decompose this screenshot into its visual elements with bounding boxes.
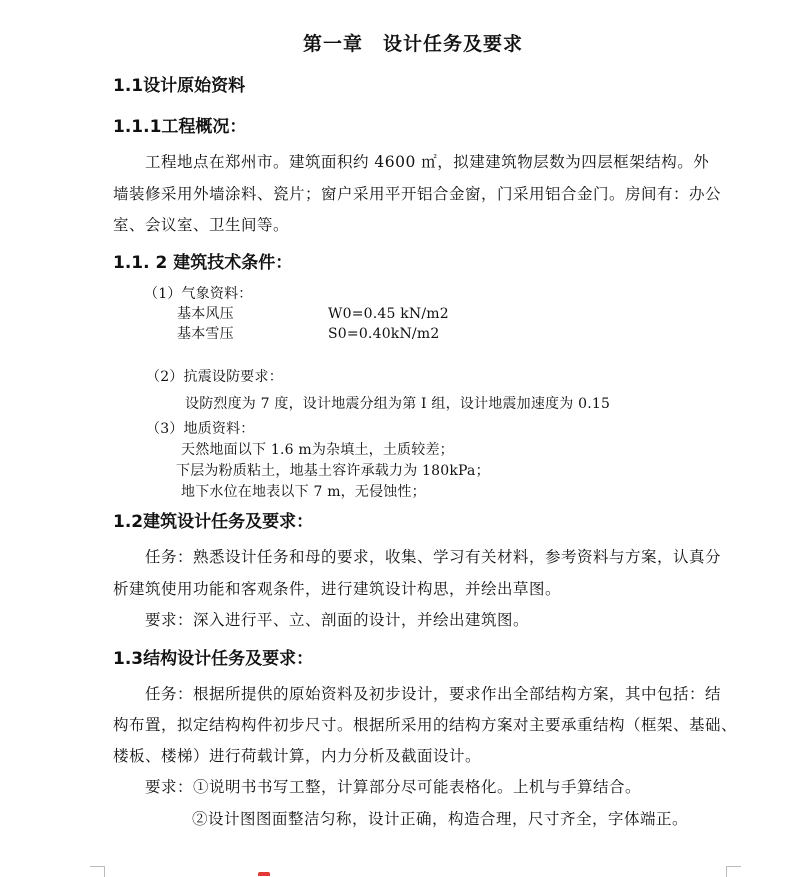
arch-task-line-1: 任务：熟悉设计任务和母的要求，收集、学习有关材料，参考资料与方案，认真分 bbox=[145, 548, 722, 566]
snow-pressure-value: S0=0.40kN/m2 bbox=[328, 326, 440, 342]
wind-pressure-label: 基本风压 bbox=[177, 306, 234, 322]
geology-line-3: 地下水位在地表以下 7 m，无侵蚀性； bbox=[181, 484, 426, 500]
overview-line-2: 墙装修采用外墙涂料、瓷片；窗户采用平开铝合金窗，门采用铝合金门。房间有：办公 bbox=[113, 185, 722, 203]
weather-label: （1）气象资料： bbox=[144, 286, 253, 302]
struct-task-line-1: 任务：根据所提供的原始资料及初步设计，要求作出全部结构方案，其中包括：结 bbox=[145, 685, 722, 703]
section-1-2-heading: 1.2建筑设计任务及要求： bbox=[113, 512, 314, 532]
overview-line-3: 室、会议室、卫生间等。 bbox=[113, 216, 290, 234]
seismic-label: （2）抗震设防要求： bbox=[146, 369, 283, 385]
red-marker bbox=[258, 872, 270, 876]
section-1-1-heading: 1.1设计原始资料 bbox=[113, 76, 246, 96]
page-corner-mark-left bbox=[90, 866, 105, 877]
struct-task-line-2: 构布置，拟定结构构件初步尺寸。根据所采用的结构方案对主要承重结构（框架、基础、 bbox=[113, 716, 738, 734]
geology-line-2: 下层为粉质粘土，地基土容许承载力为 180kPa； bbox=[176, 463, 490, 479]
arch-task-line-2: 析建筑使用功能和客观条件，进行建筑设计构思，并绘出草图。 bbox=[113, 580, 562, 598]
section-1-1-2-heading: 1.1. 2 建筑技术条件： bbox=[113, 253, 293, 273]
section-1-1-1-heading: 1.1.1工程概况： bbox=[113, 117, 247, 137]
struct-requirement-1: 要求：①说明书书写工整，计算部分尽可能表格化。上机与手算结合。 bbox=[145, 778, 642, 796]
arch-requirement: 要求：深入进行平、立、剖面的设计，并绘出建筑图。 bbox=[145, 611, 530, 629]
struct-task-line-3: 楼板、楼梯）进行荷载计算，内力分析及截面设计。 bbox=[113, 747, 482, 765]
section-1-3-heading: 1.3结构设计任务及要求： bbox=[113, 649, 314, 669]
page-corner-mark-right bbox=[726, 866, 741, 877]
wind-pressure-value: W0=0.45 kN/m2 bbox=[328, 306, 449, 322]
seismic-text: 设防烈度为 7 度，设计地震分组为第 I 组，设计地震加速度为 0.15 bbox=[185, 396, 611, 412]
geology-label: （3）地质资料： bbox=[146, 421, 255, 437]
overview-line-1: 工程地点在郑州市。建筑面积约 4600 ㎡，拟建建筑物层数为四层框架结构。外 bbox=[145, 153, 710, 171]
chapter-title: 第一章 设计任务及要求 bbox=[303, 33, 524, 55]
snow-pressure-label: 基本雪压 bbox=[177, 326, 234, 342]
geology-line-1: 天然地面以下 1.6 m为杂填土，土质较差； bbox=[181, 442, 454, 458]
struct-requirement-2: ②设计图图面整洁匀称，设计正确，构造合理，尺寸齐全，字体端正。 bbox=[192, 810, 689, 828]
